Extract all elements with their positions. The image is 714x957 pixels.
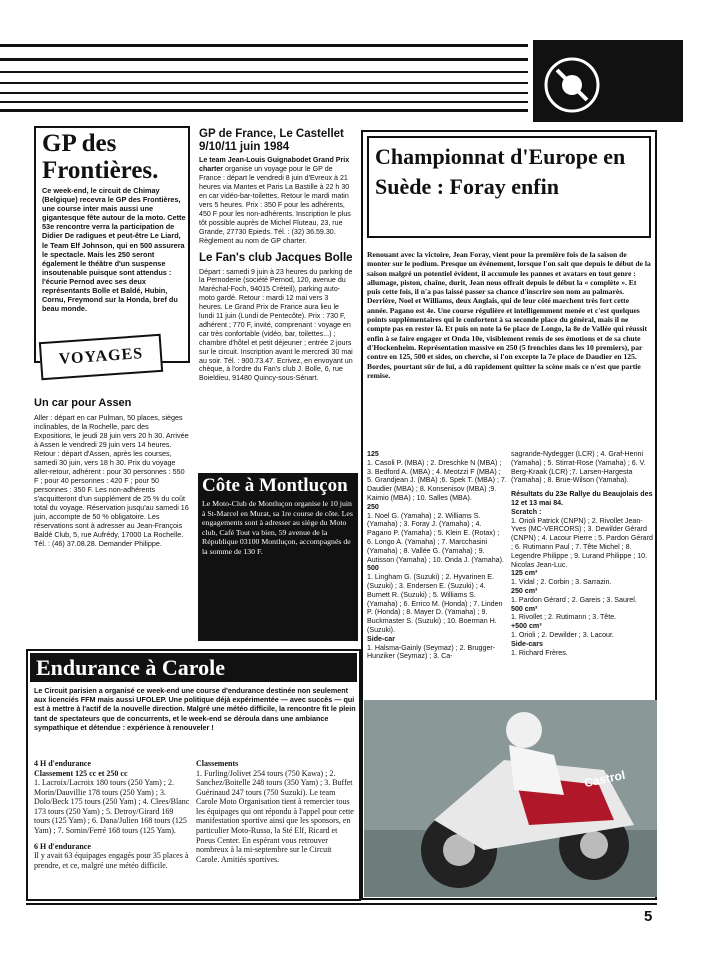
- rallye-125: 1. Vidal ; 2. Corbin ; 3. Sarrazin.: [511, 578, 612, 587]
- endurance-classements-heading: Classements: [196, 759, 239, 768]
- page-number: 5: [644, 908, 653, 925]
- voyages-banner: [39, 334, 163, 380]
- endurance-classements-text: 1. Furling/Jolivet 254 tours (750 Kawa) ; 2. Sanchez/Boitelle 248 tours (350 Yam) ; 3. Buffet Guérinaud 247 tours (750 Suzuki). Le team Carole Moto Organisation tient à remercier tous les équipages qui ont répondu à l'appel pour cette manifestation sportive ainsi que les sponsors, en particulier Moto-Russo, la Sté Elf, Ricard et Pneus Center. En espérant vous retrouver nombreux à la mi-septembre sur le Circuit Carole. Amitiés sportives.: [196, 768, 354, 864]
- endurance-6h-text: Il y avait 63 équipages engagés pour 35 places à prendre, et ce, malgré une météo difficile.: [34, 851, 189, 870]
- footer-rule: [26, 903, 657, 905]
- gp-france-section: [199, 128, 353, 383]
- motorcycle-icon: [537, 40, 607, 122]
- results-500-heading: 500: [367, 564, 379, 573]
- assen-title: Un car pour Assen: [34, 397, 132, 409]
- endurance-6h-heading: 6 H d'endurance: [34, 841, 91, 851]
- rallye-scratch-heading: Scratch :: [511, 507, 542, 516]
- championnat-intro: Renouant avec la victoire, Jean Foray, vient pour la première fois de la saison de monter sur le podium. Presque un événement, lorsque l'on sait que depuis le début de la saison malgré un potentiel évident, il accumule les pannes et avatars en tout genre : allumage, piston, chaîne, durit, Jean nous offrait depuis le début la « complète ». Et puis cette fois, il n'a pas laissé passer sa chance d'inscrire son nom au palmarès. Derrière, Noel et Williams, deux Anglais, qui de leur côté marchent très fort cette année. Pagano est 4e. Une course régulière et intelligemment menée et c'est quelques points supplémentaires qui le confortent à sa seconde place du général, mais il ne compte pas en rester là. Et puis on note la 6e place de Longo, la 8e de Vallée qui réussit enfin à se faire engager et Onda 10e, visiblement remis de ses émotions et de sa chute d'Hockenheim. Représentation massive en 250 (5 frenchies dans les 10 premiers), par contre en 125, 500 et sides, on cherche, si l'on excepte la 7e place de Daudier en 125. Bordes, pourtant sûr de lui, a dû rapidement quitter la scène mais ce n'est que partie remise.: [367, 250, 651, 380]
- fans-club-title: Le Fan's club Jacques Bolle: [199, 252, 353, 264]
- gp-frontieres-title: GP des Frontières.: [42, 130, 159, 184]
- endurance-class-heading: Classement 125 cc et 250 cc: [34, 768, 128, 778]
- results-sidecar-cont: sagrande-Nydegger (LCR) ; 4. Graf-Henni (Yamaha) ; 5. Stirrat-Rose (Yamaha) ; 6. V. Berg-Kraak (LCR) ;7. Larsen-Hargesta (Yamaha) ; 8. Brue-Wilson (Yamaha).: [511, 450, 646, 485]
- fans-club-body: Départ : samedi 9 juin à 23 heures du parking de la Pernoderie (société Pernod, 120, avenue du Maréchal-Foch, 94015 Créteil), parking auto-moto gardé. Retour : mardi 12 mai vers 3 heures. Le Grand Prix de France aura lieu le lundi 11 juin (Lundi de Pentecôte). Prix : 730 F, adhérent ; 770 F, invité, comprenant : voyage en car très confortable (vidéo, bar, toilettes...) ; chambre d'hôtel et petit déjeuner ; entrée 2 jours sur le circuit. Inscription avant le mercredi 30 mai au soir. Tél. : 900.73.47. Ecrivez, en envoyant un chèque, à l'ordre du Fan's club J. Bolle, 6, rue Boieldieu, 91480 Quincy-sous-Sénart.: [199, 267, 353, 383]
- championnat-title: Championnat d'Europe en Suède : Foray enfin: [375, 144, 626, 199]
- gp-france-title: GP de France, Le Castellet 9/10/11 juin 1984: [199, 128, 344, 153]
- rallye-plus500: 1. Orioli ; 2. Dewilder ; 3. Lacour.: [511, 630, 614, 639]
- rallye-250-heading: 250 cm³: [511, 586, 538, 595]
- cote-title: Côte à Montluçon: [202, 475, 348, 496]
- castrol-sticker: Castrol: [582, 767, 627, 791]
- assen-section: [34, 398, 189, 548]
- voyages-label: VOYAGES: [58, 345, 144, 368]
- header-stripes: [0, 38, 528, 126]
- infor-logo: [533, 40, 714, 135]
- gp-france-body: organise un voyage pour le GP de France : départ le vendredi 8 juin d'Evreux à 21 heures via Mantes et Paris La Bastille à 22 h 30 en car vidéo-bar-toilettes. Retour le mardi matin vers 5 heures. Prix : 350 F pour les adhérents, 450 F pour les non-adhérents. Inscription le plus tôt possible auprès de Michel Fluteau, 23, rue Grande, 27730 Epieds. Tél. : (32) 36.59.30. Règlement au nom de GP charter.: [199, 165, 351, 245]
- results-sidecar: 1. Halsma-Gainly (Seymaz) ; 2. Brugger-Hunziker (Seymaz) ; 3. Ca-: [367, 643, 496, 661]
- rallye-scratch: 1. Orioli Patrick (CNPN) ; 2. Rivollet Jean-Yves (MC-VERCORS) ; 3. Dewilder Gérard (CNPN) ; 4. Lacour Pierre ; 5. Pardon Gérard ; 6. Rutimann Paul ; 7. Tête Michel ; 8. Legendre Philippe ; 9. Lurand Philippe ; 10. Nicolas Jean-Luc.: [511, 516, 653, 569]
- endurance-4h-heading: 4 H d'endurance: [34, 759, 91, 768]
- endurance-col2: [196, 759, 356, 864]
- endurance-title: Endurance à Carole: [36, 655, 226, 680]
- rallye-250: 1. Pardon Gérard ; 2. Gareis ; 3. Saurel.: [511, 595, 637, 604]
- endurance-box: [26, 649, 361, 901]
- rallye-title: Résultats du 23e Rallye du Beaujolais des 12 et 13 mai 84.: [511, 490, 653, 507]
- rallye-500: 1. Rivollet ; 2. Rutimann ; 3. Tête.: [511, 613, 617, 622]
- gp-france-lead: Le team Jean-Louis Guignabodet Grand Prix charter: [199, 156, 350, 173]
- gp-frontieres-body: Ce week-end, le circuit de Chimay (Belgique) recevra le GP des Frontières, une course inter mais aussi une gigantesque fête autour de la moto. Cette 53e rencontre verra la participation de Didier De radigues et peut-être Le Liard, le Team Elf Johnson, qui en 500 assurera le spectacle. Mais les 250 seront également le théâtre d'un suspense insoutenable puisque sont attendus : l'écurie Pernod avec ses deux représentants Bolle et Baldé, Hubin, Cornu, Freymond sur la Honda, bref du beau monde.: [42, 186, 186, 314]
- rallye-500-heading: 500 cm³: [511, 604, 538, 613]
- rallye-plus500-heading: +500 cm³: [511, 622, 542, 631]
- assen-body: Aller : départ en car Pulman, 50 places, sièges inclinables, de la Rochelle, parc des Expositions, le jeudi 28 juin vers 20 h 30. Arrivée à Assen le vendredi 29 juin vers 14 heures. Retour : départ d'Assen, après les courses, samedi 30 juin, vers 18 h 30. Prix du voyage aller-retour, adhérent : pour 30 personnes : 550 F ; pour 40 personnes : 420 F ; pour 50 personnes : 350 F. Les non-adhérents s'acquitteront d'un supplément de 25 % du coût total du voyage. Réservation jusqu'au samedi 16 juin, accompte de 50 % obligatoire. Les réservations sont à adresser au Jean-François Baldé Club, 5, rue Aufrédy, 17000 La Rochelle. Tél. : (46) 37.08.28. Demander Philippe.: [34, 413, 189, 548]
- results-125-heading: 125: [367, 450, 379, 458]
- results-500: 1. Lingham G. (Suzuki) ; 2. Hyvarinen E. (Suzuki) ; 3. Endersen E. (Suzuki) ; 4. Burnett R. (Suzuki) ; 5. Williams S. (Yamaha) ; 6. Errico M. (Honda) ; 7. Linden P. (Honda) ; 8. Mayer D. (Yamaha) ; 9. Buckmaster S. (Suzuki) ; 10. Boerman H. (Suzuki).: [367, 573, 503, 634]
- championnat-title-box: [367, 136, 651, 238]
- rallye-125-heading: 125 cm³: [511, 569, 538, 578]
- endurance-intro: Le Circuit parisien a organisé ce week-end une course d'endurance destinée non seulement aux licenciés FFM mais aussi UFOLEP. Une politique déjà expérimentée — avec succès — qui est à mettre à l'actif de la nouvelle direction. Malgré une météo difficile, la rencontre fit le plein tant de spectateurs que de concurrents, et le week-end se déroula dans une ambiance sympathique et détendue : expérience à renouveler !: [34, 686, 356, 732]
- gp-frontieres-box: [34, 126, 190, 363]
- results-col1: [367, 450, 507, 661]
- results-125: 1. Casoli P. (MBA) ; 2. Dreschke N (MBA) ; 3. Bedford A. (MBA) ; 4. Meotzzi F (MBA) ; 5. Grandjean J. (MBA) ;6. Spek T. (MBA) ; 7. Daudier (MBA) ; 8. Konsenisov (MBA) ;9. Kaimio (MBA) ; 10. Salles (MBA).: [367, 458, 507, 502]
- rallye-sidecars-heading: Side-cars: [511, 639, 543, 648]
- endurance-title-bar: [30, 653, 357, 682]
- logo-text: infor: [679, 54, 714, 135]
- endurance-col1: [34, 759, 190, 870]
- cote-body: Le Moto-Club de Montluçon organise le 10 juin à St-Marcel en Murat, sa 1re course de côte. Les engagements sont à adresser au siège du Moto club, Café Tout va bien, 59 avenue de la République 03100 Montluçon, accompagnés de la somme de 130 F.: [202, 499, 353, 556]
- results-250-heading: 250: [367, 502, 379, 511]
- rallye-sidecars: 1. Richard Frères.: [511, 648, 568, 657]
- cote-montlucon-box: [198, 473, 358, 641]
- motorcycle-photo: [364, 700, 657, 897]
- results-sidecar-heading: Side-car: [367, 634, 395, 643]
- results-col2: [511, 450, 653, 657]
- endurance-4h-results: 1. Lacroix/Lacroix 180 tours (250 Yam) ; 2. Morin/Dauvillie 178 tours (250 Yam) ; 3. Dolo/Beck 175 tours (250 Yam) ; 4. Clees/Blanc 173 tours (250 Yam) ; 5. Detroy/Girard 169 tours (125 Yam) ; 6. Dana/Julien 168 tours (125 Yam) ; 7. Sornin/Ferré 168 tours (125 Yam).: [34, 778, 190, 835]
- results-250: 1. Noel G. (Yamaha) ; 2. Williams S. (Yamaha) ; 3. Foray J. (Yamaha) ; 4. Pagano P. (Yamaha) ; 5. Klein E. (Rotax) ; 6. Longo A. (Yamaha) ; 7. Marcchasini (Yamaha) ; 8. Vallée G. (Yamaha) ; 9. Autisson (Yamaha) ; 10. Onda J. (Yamaha).: [367, 511, 504, 564]
